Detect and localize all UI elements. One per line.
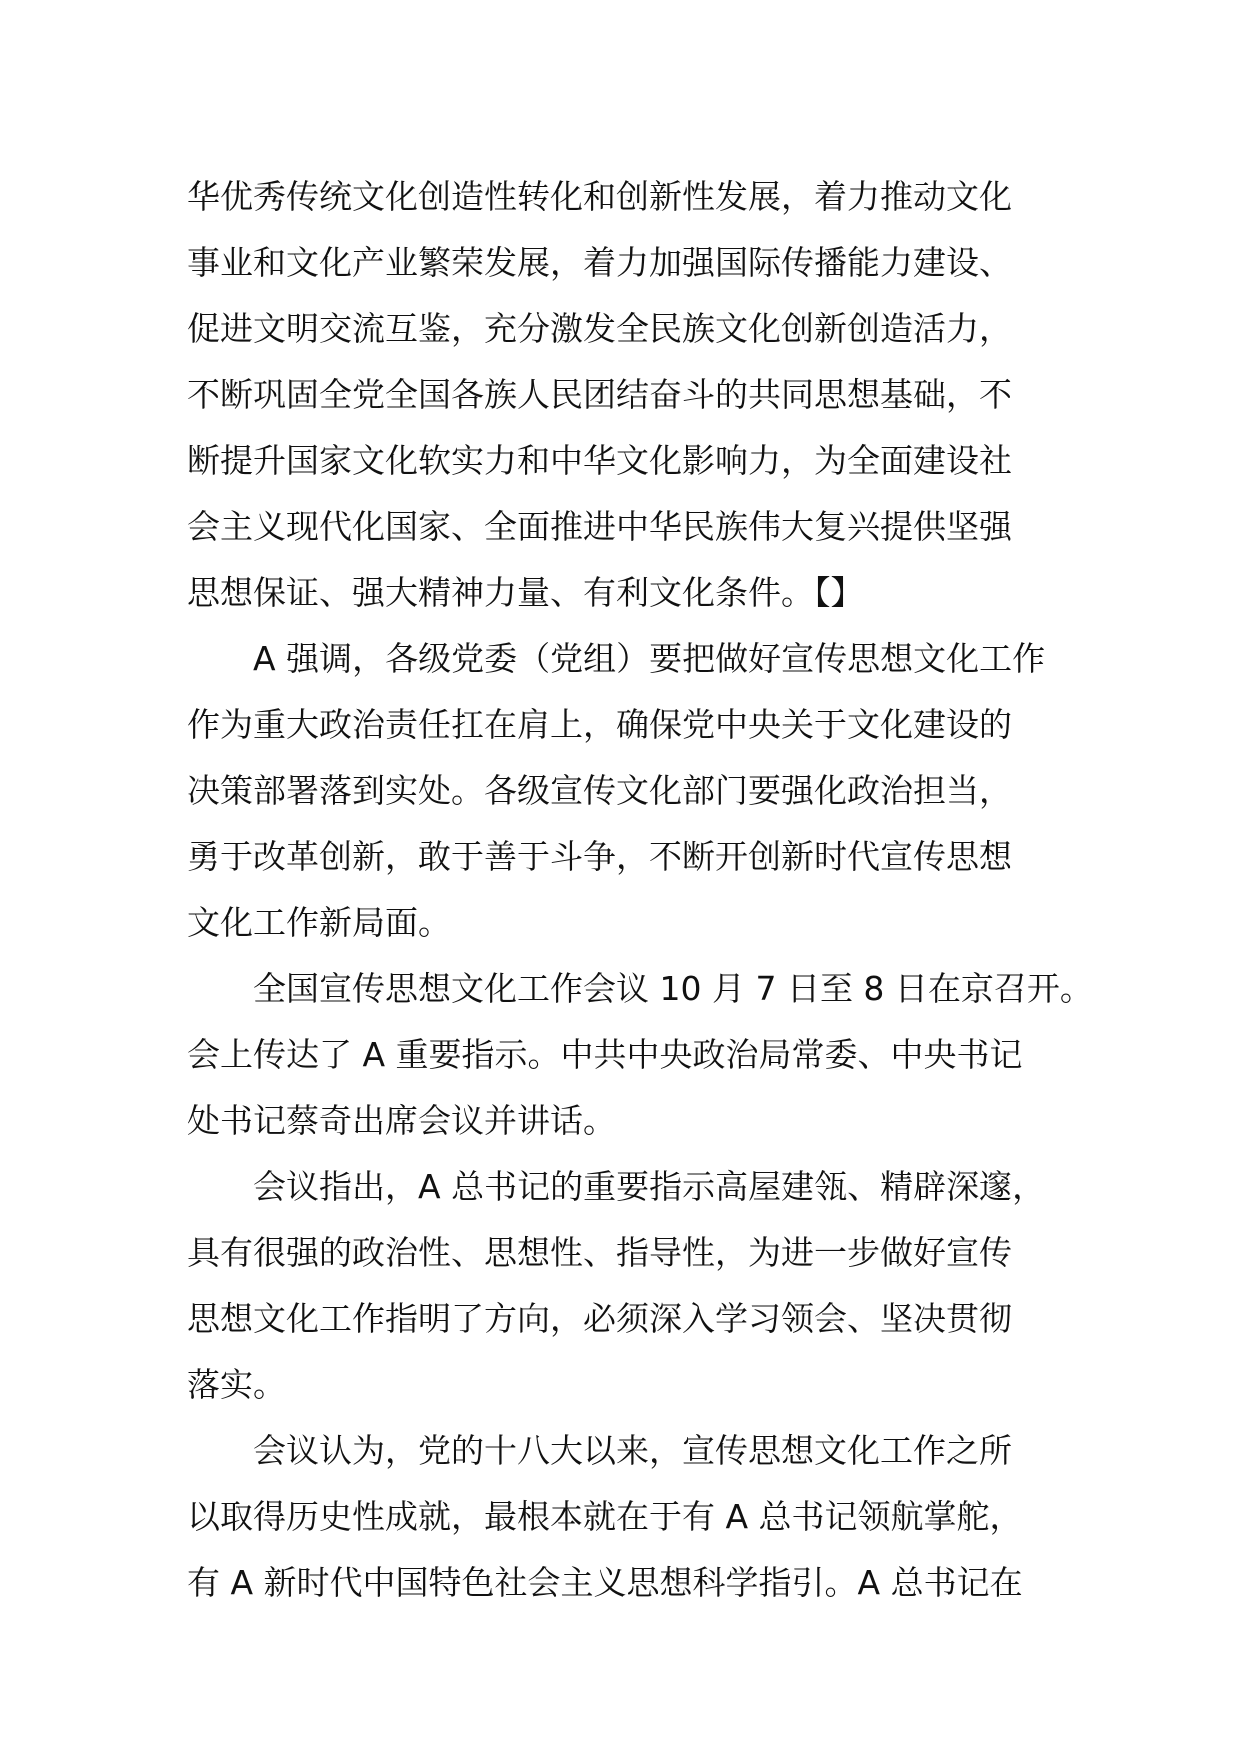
text-line: 思想保证、强大精神力量、有利文化条件。【】	[187, 573, 864, 612]
text-line: 有 A 新时代中国特色社会主义思想科学指引。A 总书记在	[187, 1563, 1023, 1602]
text-line: 思想文化工作指明了方向，必须深入学习领会、坚决贯彻	[187, 1299, 1012, 1338]
paragraph-first-line: A 强调，各级党委（党组）要把做好宣传思想文化工作	[253, 639, 1046, 678]
text-line: 决策部署落到实处。各级宣传文化部门要强化政治担当，	[187, 771, 1012, 810]
text-line: 会主义现代化国家、全面推进中华民族伟大复兴提供坚强	[187, 507, 1012, 546]
text-line: 勇于改革创新，敢于善于斗争，不断开创新时代宣传思想	[187, 837, 1012, 876]
text-line: 会上传达了 A 重要指示。中共中央政治局常委、中央书记	[187, 1035, 1023, 1074]
text-line: 具有很强的政治性、思想性、指导性，为进一步做好宣传	[187, 1233, 1012, 1272]
text-line: 事业和文化产业繁荣发展，着力加强国际传播能力建设、	[187, 243, 1012, 282]
text-line: 断提升国家文化软实力和中华文化影响力，为全面建设社	[187, 441, 1012, 480]
text-line: 文化工作新局面。	[187, 903, 451, 942]
paragraph-first-line: 全国宣传思想文化工作会议 10 月 7 日至 8 日在京召开。	[253, 969, 1093, 1008]
text-line: 不断巩固全党全国各族人民团结奋斗的共同思想基础，不	[187, 375, 1012, 414]
document-body	[187, 164, 1093, 1616]
text-line: 作为重大政治责任扛在肩上，确保党中央关于文化建设的	[187, 705, 1012, 744]
text-line: 处书记蔡奇出席会议并讲话。	[187, 1101, 616, 1140]
text-line: 落实。	[187, 1365, 286, 1404]
text-line: 以取得历史性成就，最根本就在于有 A 总书记领航掌舵，	[187, 1497, 1023, 1536]
text-line: 华优秀传统文化创造性转化和创新性发展，着力推动文化	[187, 177, 1012, 216]
paragraph-first-line: 会议指出，A 总书记的重要指示高屋建瓴、精辟深邃，	[253, 1167, 1046, 1206]
paragraph-first-line: 会议认为，党的十八大以来，宣传思想文化工作之所	[253, 1431, 1012, 1470]
text-line: 促进文明交流互鉴，充分激发全民族文化创新创造活力，	[187, 309, 1012, 348]
